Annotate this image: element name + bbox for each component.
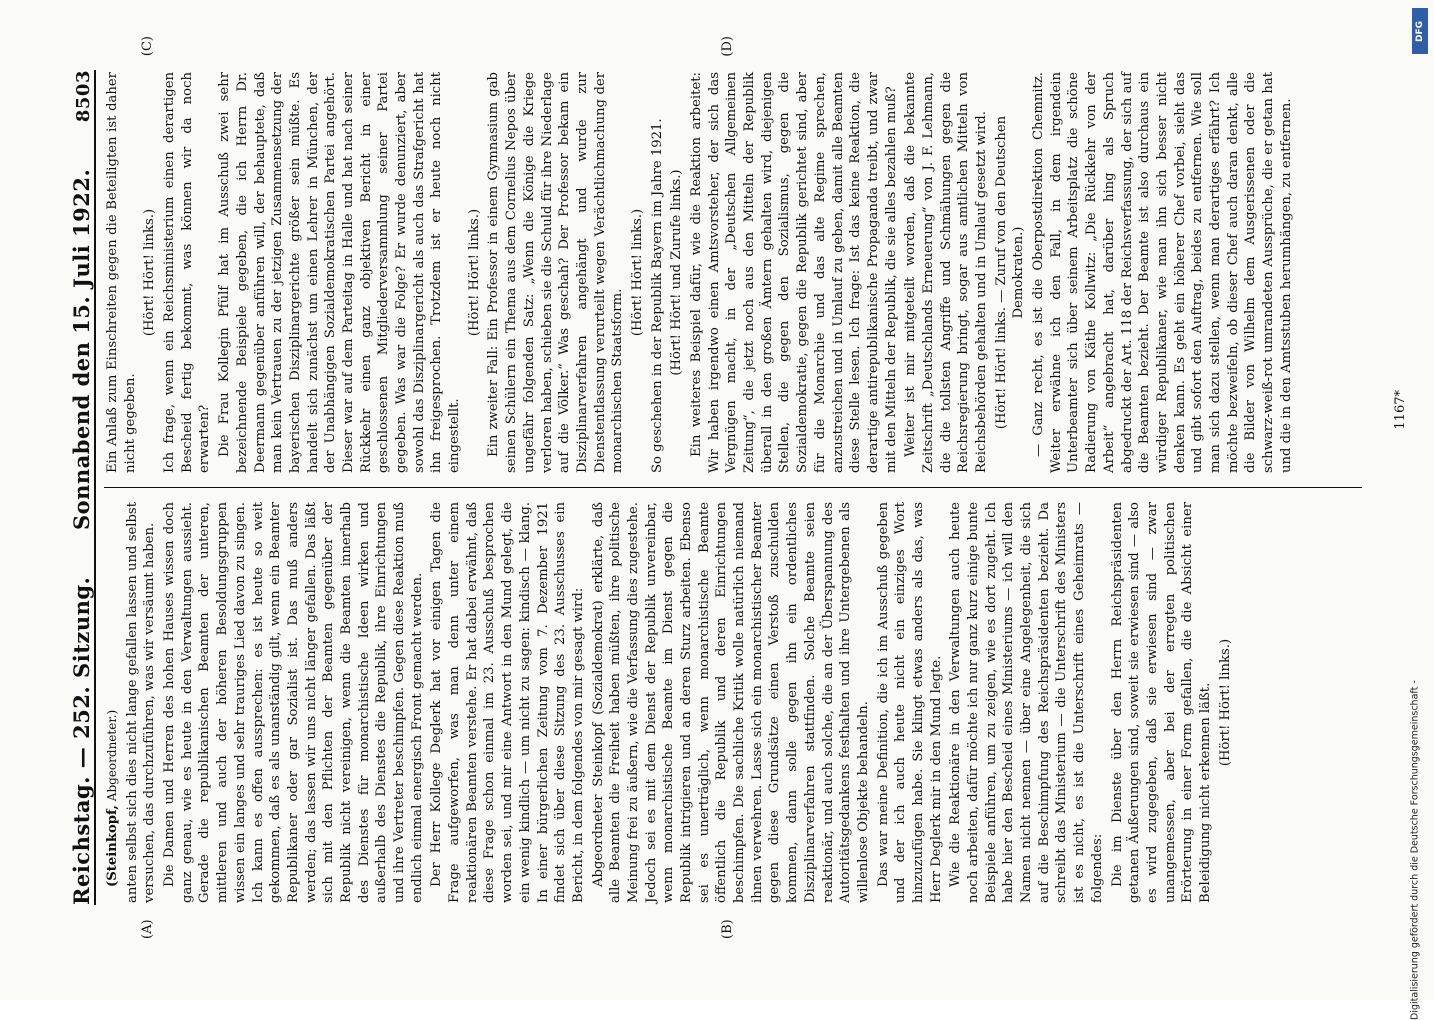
paragraph: Wie die Reaktionäre in den Verwaltungen auch heute noch arbeiten, dafür möchte ich nur ganz kurz einige bunte Beispiele anführen, um zu zeigen, wie es dort zugeht. Ich habe hier den Bescheid eines Ministeriums — ich will den Namen nicht nennen — über eine Angelegenheit, die sich auf die Beschimpfung des Reichspräsidenten bezieht. Da schreibt das Ministerium — die Unterschrift des Ministers ist es nicht, es ist die Unterschrift eines Geheimrats — folgendes: (948, 502, 1105, 903)
header-session: Reichstag. — 252. Sitzung. (69, 576, 94, 905)
left-column (104, 487, 1362, 905)
digitization-note: Digitalisierung gefördert durch die Deutsche Forschungsgemeinschaft - (1409, 680, 1421, 1020)
paragraph: So geschehen in der Republik Bayern im Jahre 1921. (649, 118, 665, 473)
interjection: (Hört! Hört! links. — Zuruf von den Deutschen Demokraten.) (993, 115, 1027, 430)
interjection: (Hört! Hört! und Zurufe links.) (669, 169, 685, 376)
footer-code: 1167* (1393, 390, 1408, 430)
page-number: 8503 (73, 70, 94, 123)
interjection: (Hört! Hört! links.) (1217, 638, 1233, 767)
paragraph: Weiter ist mir mitgeteilt worden, daß die bekannte Zeitschrift „Deutschlands Erneuerung“ von J. F. Lehmann, die die tollsten Angriffe und Schmähungen gegen die Reichsregierung bringt, sogar aus amtlichen Mitteln von Reichsbehörden gehalten und in Umlauf gesetzt wird. (903, 72, 989, 473)
page-body (60, 36, 1414, 939)
speaker-role: Abgeordneter.) (105, 709, 119, 806)
page-header (60, 70, 96, 905)
paragraph: Das war meine Definition, die ich im Ausschuß gegeben und der ich auch heute nicht ein einziges Wort hinzuzufügen habe. Sie klingt etwas anders als das, was Herr Deglerk mir in den Mund legte. (875, 502, 944, 903)
paragraph: Ein weiteres Beispiel dafür, wie die Reaktion arbeitet: Wir haben irgendwo einen Amtsvorsteher, der sich das Vergnügen macht, in der „Deutschen Allgemeinen Zeitung“, die jetzt noch aus den Mitteln der Republik überall in den großen Ämtern gehalten wird, diejenigen Stellen, die gegen den Sozialismus, gegen die Sozialdemokratie, gegen die Republik gerichtet sind, aber für die Monarchie und das alte Regime sprechen, anzustreichen und in Umlauf zu geben, damit alle Beamten diese Stelle lesen. Ich frage: Ist das keine Reaktion, die derartige antirepublikanische Propaganda treibt, und zwar mit den Mitteln der Republik, die sie alles bezahlen muß? (689, 72, 899, 473)
paragraph: anten selbst sich dies nicht lange gefallen lassen und selbst versuchen, das durchzuführen, was wir versäumt haben. (124, 502, 158, 903)
paragraph: Ich frage, wenn ein Reichsministerium einen derartigen Bescheid fertig bekommt, was können wir da noch erwarten? (162, 72, 213, 473)
margin-mark-d: (D) (720, 36, 735, 57)
margin-mark-b: (B) (720, 919, 735, 939)
paragraph: Abgeordneter Steinkopf (Sozialdemokrat) erklärte, daß alle Beamten die Freiheit haben müßten, ihre politische Meinung frei zu äußern, wie die Verfassung dies zugestehe. Jedoch sei es mit dem Dienst der Republik unvereinbar, wenn monarchistische Beamte im Dienst gegen die Republik intrigieren und an deren Sturz arbeiten. Ebenso sei es unerträglich, wenn monarchistische Beamte öffentlich die Republik und deren Einrichtungen beschimpfen. Die sachliche Kritik wolle natürlich niemand ihnen verwehren. Lasse sich ein monarchistischer Beamter gegen diese Grundsätze einen Verstoß zuschulden kommen, dann solle gegen ihn ein ordentliches Disziplinarverfahren stattfinden. Solche Beamte seien reaktionär, und auch solche, die an der Überspannung des Autoritätsgedankens festhalten und ihre Untergebenen als willenlose Objekte behandeln. (590, 502, 871, 903)
paragraph: Der Herr Kollege Deglerk hat vor einigen Tagen die Frage aufgeworfen, was man denn unter einem reaktionären Beamten verstehe. Er hat dabei erwähnt, daß diese Frage schon einmal im 23. Ausschuß besprochen worden sei, und mir eine Antwort in den Mund gelegt, die ein wenig kindlich — um nicht zu sagen: kindisch — klang. In einer bürgerlichen Zeitung vom 7. Dezember 1921 findet sich über diese Sitzung des 23. Ausschusses ein Bericht, in dem folgendes von mir gesagt wird: (429, 502, 586, 903)
dfg-logo: DFG (1412, 8, 1428, 54)
margin-mark-c: (C) (140, 36, 155, 57)
right-column (104, 70, 1362, 487)
speaker-name: (Steinkopf, (105, 805, 120, 887)
speaker-heading (104, 502, 122, 903)
text-columns (104, 70, 1362, 905)
paragraph: — Ganz recht, es ist die Oberpostdirektion Chemnitz. Weiter erwähne ich den Fall, in dem irgendein Unterbeamter sich über seinem Arbeitsplatz die schöne Radierung von Käthe Kollwitz: „Die Rückkehr von der Arbeit“ angebracht hat, darüber hing als Spruch abgedruckt der Art. 118 der Reichsverfassung, der sich auf die Beamten bezieht. Der Beamte ist also durchaus ein würdiger Republikaner, wie man ihn sich besser nicht denken kann. Es geht ein höherer Chef vorbei, sieht das und gibt sofort den Auftrag, beides zu entfernen. Wie soll man sich dazu stellen, wenn man derartiges erfährt? Ich möchte bezweifeln, ob dieser Chef auch daran denkt, alle die Bilder von Wilhelm dem Ausgerissenen oder die schwarz-weiß-rot umrandeten Aussprüche, die er getan hat und die in den Amtsstuben herumhängen, zu entfernen. (1031, 72, 1294, 473)
paragraph: Die Damen und Herren des hohen Hauses wissen doch ganz genau, wie es heute in den Verwaltungen aussieht. Gerade die republikanischen Beamten der unteren, mittleren und auch der höheren Besoldungsgruppen wissen ein langes und sehr trauriges Lied davon zu singen. Ich kann es offen aussprechen: es ist heute so weit gekommen, daß es als unanständig gilt, wenn ein Beamter Republikaner oder gar Sozialist ist. Das muß anders werden; das lassen wir uns nicht länger gefallen. Das läßt sich mit den Pflichten der Beamten gegenüber der Republik nicht vereinigen, wenn die Beamten innerhalb des Dienstes für monarchistische Ideen wirken und außerhalb des Dienstes die Republik, ihre Einrichtungen und ihre Vertreter beschimpfen. Gegen diese Reaktion muß endlich einmal energisch Front gemacht werden. (162, 502, 425, 903)
paragraph: Ein zweiter Fall: Ein Professor in einem Gymnasium gab seinen Schülern ein Thema aus dem Cornelius Nepos über ungefähr folgenden Satz: „Wenn die Könige die Kriege verloren haben, schieben sie die Schuld für ihre Niederlage auf die Völker.“ Was geschah? Der Professor bekam ein Disziplinarverfahren angehängt und wurde zur Dienstentlassung verurteilt wegen Verächtlichmachung der monarchischen Staatsform. (486, 72, 626, 473)
margin-mark-a: (A) (140, 919, 155, 939)
interjection: (Hört! Hört! links.) (142, 208, 158, 337)
paragraph: Die im Dienste über den Herrn Reichspräsidenten getanen Äußerungen sind, soweit sie erwiesen sind — also es wird zugegeben, daß sie erwiesen sind — zwar unangemessen, aber bei der erregten politischen Erörterung in einer Form gefallen, die die Absicht einer Beleidigung nicht erkennen läßt. (1109, 502, 1213, 903)
interjection: (Hört! Hört! links.) (629, 208, 645, 337)
interjection: (Hört! Hört! links.) (466, 208, 482, 337)
header-date: Sonnabend den 15. Juli 1922. (69, 168, 94, 531)
paragraph: Ein Anlaß zum Einschreiten gegen die Beteiligten ist daher nicht gegeben. (105, 72, 138, 473)
paragraph: Die Frau Kollegin Pfülf hat im Ausschuß zwei sehr bezeichnende Beispiele gegeben, die ich Herrn Dr. Deermann gegenüber anführen will, der behauptete, daß man kein Vertrauen zu der jetzigen Zusammensetzung der bayerischen Disziplinargerichte größer sein müßte. Es handelt sich zunächst um einen Lehrer in München, der der Unabhängigen Sozialdemokratischen Partei angehört. Dieser war auf dem Parteitag in Halle und hat nach seiner Rückkehr einen ganz objektiven Bericht in einer geschlossenen Mitgliederversammlung seiner Partei gegeben. Was war die Folge? Er wurde denunziert, aber sowohl das Disziplinargericht als auch das Strafgericht hat ihn freigesprochen. Trotzdem ist er heute noch nicht eingestellt. (217, 72, 463, 473)
